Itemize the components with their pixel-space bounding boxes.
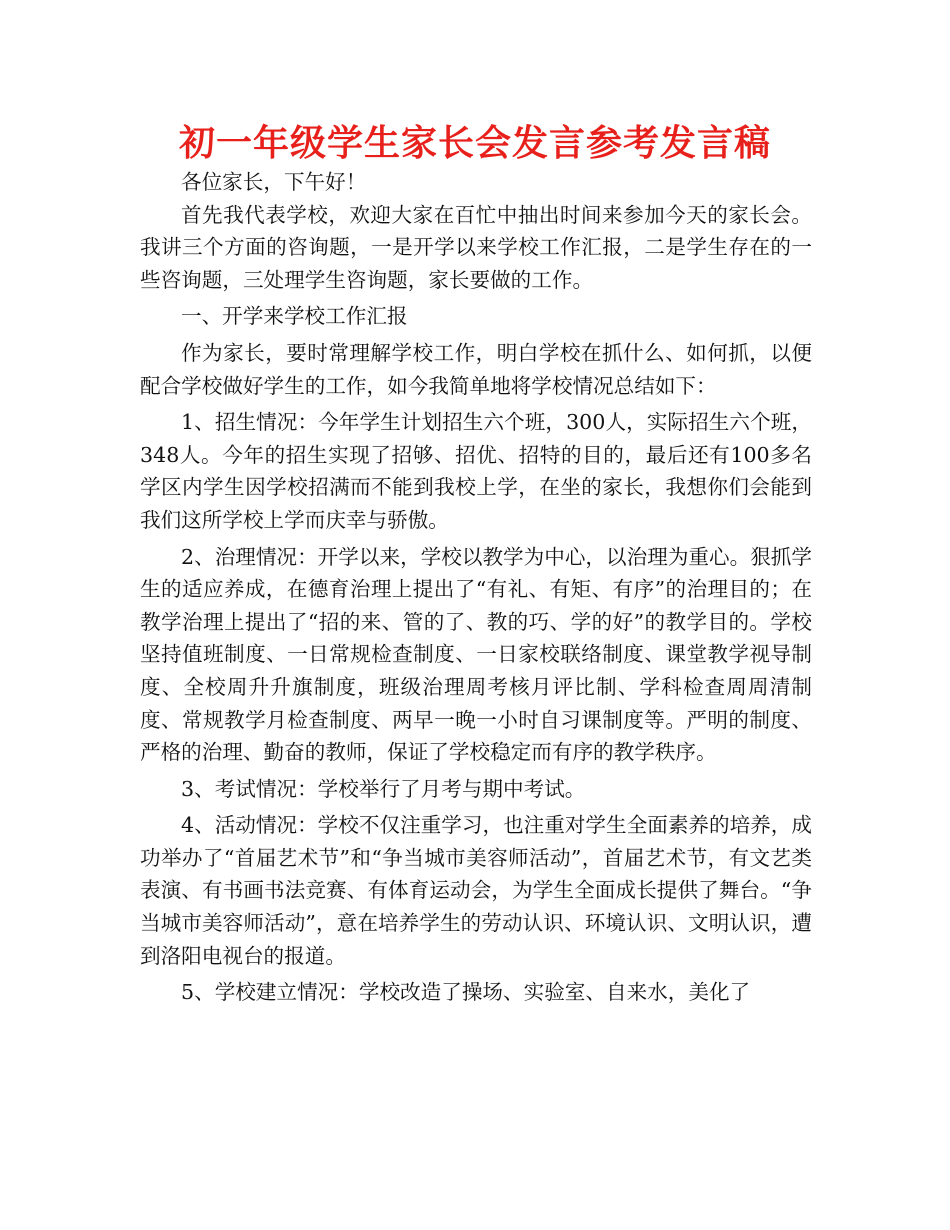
paragraph-intro: 首先我代表学校，欢迎大家在百忙中抽出时间来参加今天的家长会。我讲三个方面的咨询题，一是开学以来学校工作汇报，二是学生存在的一些咨询题，三处理学生咨询题，家长要做的工作。	[140, 202, 812, 292]
paragraph-parents-role: 作为家长，要时常理解学校工作，明白学校在抓什么、如何抓，以便配合学校做好学生的工作，如今我简单地将学校情况总结如下：	[140, 340, 812, 398]
document-title: 初一年级学生家长会发言参考发言稿	[178, 123, 771, 164]
paragraph-management: 2、治理情况：开学以来，学校以教学为中心，以治理为重心。狠抓学生的适应养成，在德育治理上提出了“有礼、有矩、有序”的治理目的；在教学治理上提出了“招的来、管的了、教的巧、学的好”的教学目的。学校坚持值班制度、一日常规检查制度、一日家校联络制度、课堂教学视导制度、全校周升升旗制度，班级治理周考核月评比制、学科检查周周清制度、常规教学月检查制度、两早一晚一小时自习课制度等。严明的制度、严格的治理、勤奋的教师，保证了学校稳定而有序的教学秩序。	[140, 544, 812, 765]
paragraph-exams: 3、考试情况：学校举行了月考与期中考试。	[181, 776, 586, 801]
paragraph-enrollment: 1、招生情况：今年学生计划招生六个班，300人，实际招生六个班，348人。今年的招生实现了招够、招优、招特的目的，最后还有100多名学区内学生因学校招满而不能到我校上学，在坐的家长，我想你们会能到我们这所学校上学而庆幸与骄傲。	[140, 410, 812, 532]
paragraph-construction: 5、学校建立情况：学校改造了操场、实验室、自来水，美化了	[181, 980, 751, 1005]
paragraph-activities: 4、活动情况：学校不仅注重学习，也注重对学生全面素养的培养，成功举办了“首届艺术节”和“争当城市美容师活动”，首届艺术节，有文艺类表演、有书画书法竞赛、有体育运动会，为学生全面成长提供了舞台。“争当城市美容师活动”，意在培养学生的劳动认识、环境认识、文明认识，遭到洛阳电视台的报道。	[140, 813, 812, 968]
paragraph-greeting: 各位家长，下午好！	[181, 170, 367, 194]
section-heading: 一、开学来学校工作汇报	[181, 304, 408, 329]
document-body	[140, 166, 812, 1009]
